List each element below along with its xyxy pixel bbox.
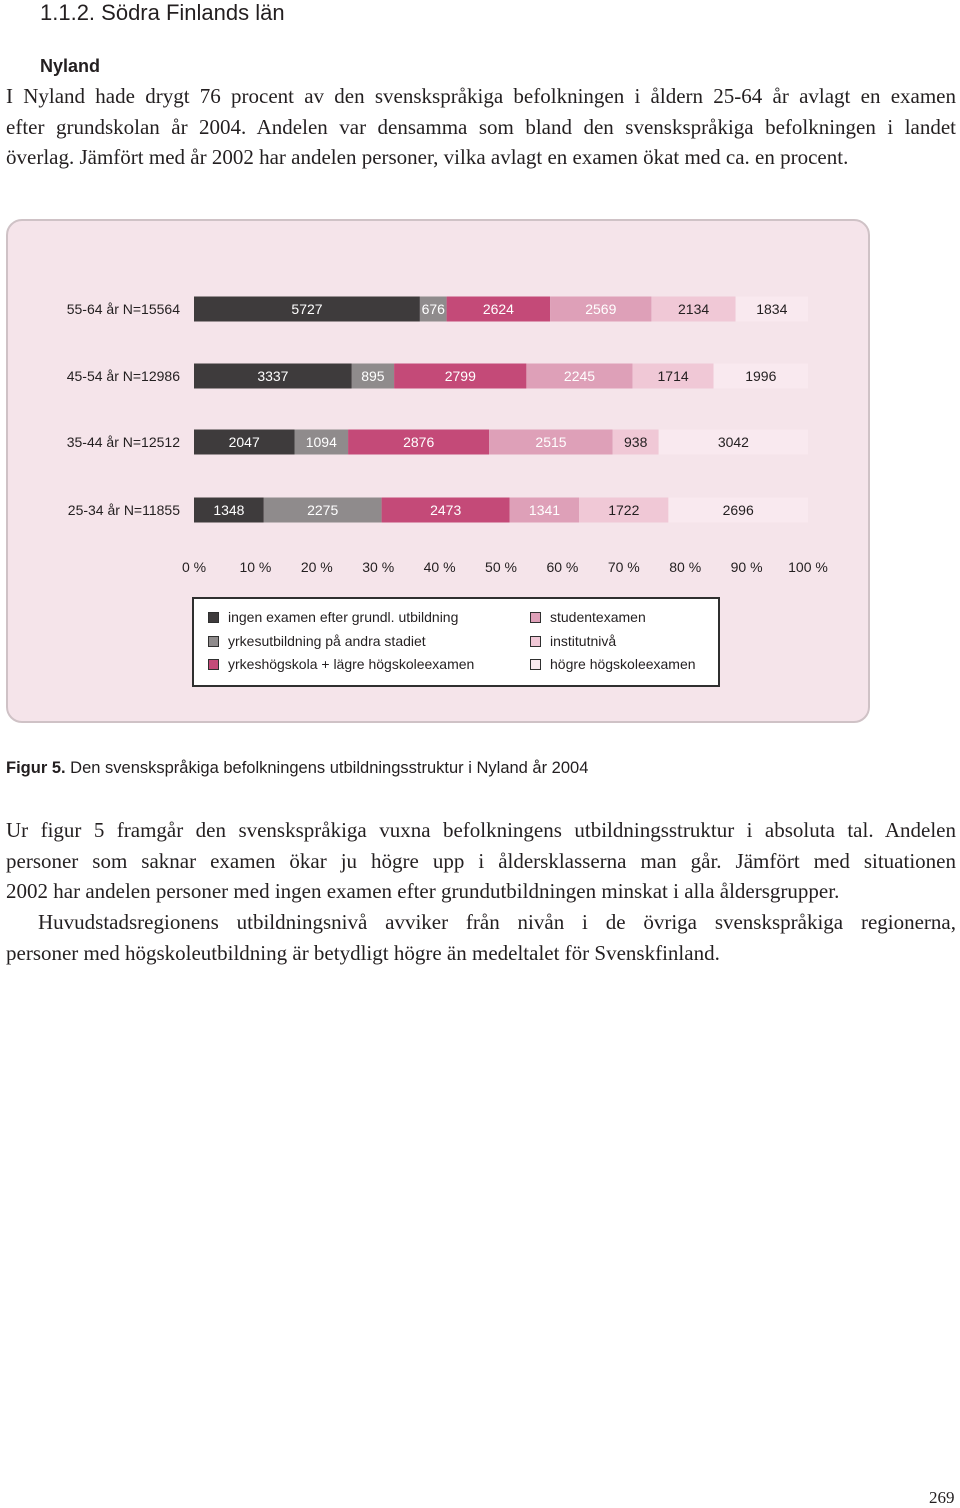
data-label: 2047	[228, 434, 260, 450]
legend-item	[208, 655, 474, 673]
chart-legend	[192, 597, 720, 687]
figure-caption	[6, 759, 588, 778]
x-tick-label: 30 %	[362, 559, 395, 575]
category-label: 55-64 år N=15564	[66, 301, 180, 317]
x-tick-label: 90 %	[730, 559, 763, 575]
legend-label: institutnivå	[550, 633, 617, 649]
legend-swatch	[208, 659, 219, 670]
data-label: 676	[421, 301, 445, 317]
section-heading: 1.1.2. Södra Finlands län	[40, 0, 285, 25]
legend-item	[530, 655, 696, 673]
x-tick-label: 0 %	[181, 559, 207, 575]
legend-item	[530, 632, 616, 650]
page-number: 269	[929, 1488, 955, 1507]
legend-label: yrkeshögskola + lägre högskoleexamen	[228, 656, 475, 672]
data-label: 1094	[305, 434, 337, 450]
data-label: 1341	[528, 502, 561, 518]
body-paragraph	[6, 815, 956, 907]
body-line: Ur figur 5 framgår den svenskspråkiga vuxna befolkningens utbildningsstruktur i absoluta tal. Andelen	[6, 818, 956, 842]
body-line: Huvudstadsregionens utbildningsnivå avviker från nivån i de övriga svenskspråkiga regionerna,	[38, 910, 956, 934]
x-tick-label: 100 %	[788, 559, 828, 575]
x-tick-label: 10 %	[239, 559, 272, 575]
x-tick-label: 70 %	[607, 559, 640, 575]
body-line: 2002 har andelen personer med ingen examen efter grundutbildningen minskat i alla åldersgrupper.	[6, 879, 840, 904]
data-label: 5727	[291, 301, 323, 317]
data-label: 2624	[482, 301, 514, 317]
data-label: 1834	[756, 301, 788, 317]
data-label: 1714	[657, 368, 689, 384]
legend-label: ingen examen efter grundl. utbildning	[228, 609, 459, 625]
data-label: 3337	[257, 368, 289, 384]
legend-swatch	[530, 636, 541, 647]
x-tick-label: 60 %	[546, 559, 579, 575]
category-label: 25-34 år N=11855	[67, 502, 180, 518]
legend-label: yrkesutbildning på andra stadiet	[228, 633, 426, 649]
legend-item	[530, 608, 646, 626]
legend-swatch	[530, 612, 541, 623]
caption-label: Figur 5.	[6, 759, 66, 777]
data-label: 1722	[608, 502, 640, 518]
legend-swatch	[530, 659, 541, 670]
category-label: 45-54 år N=12986	[66, 368, 180, 384]
data-label: 1996	[745, 368, 777, 384]
legend-label: studentexamen	[550, 609, 646, 625]
legend-swatch	[208, 612, 219, 623]
data-label: 2473	[430, 502, 462, 518]
body-paragraph	[6, 907, 956, 968]
legend-swatch	[208, 636, 219, 647]
data-label: 2245	[563, 368, 596, 384]
data-label: 2515	[535, 434, 567, 450]
data-label: 3042	[717, 434, 749, 450]
legend-item	[208, 632, 426, 650]
intro-line: överlag. Jämfört med år 2002 har andelen personer, vilka avlagt en examen ökat med ca. en procent.	[6, 145, 849, 170]
data-label: 2876	[403, 434, 435, 450]
category-label: 35-44 år N=12512	[66, 434, 180, 450]
region-heading: Nyland	[40, 56, 101, 76]
intro-line: efter grundskolan år 2004. Andelen var densamma som bland den svenskspråkiga befolkningen i landet	[6, 114, 956, 139]
legend-item	[208, 608, 458, 626]
x-tick-label: 50 %	[485, 559, 517, 575]
legend-label: högre högskoleexamen	[550, 656, 696, 672]
data-label: 895	[361, 368, 385, 384]
body-line: personer med högskoleutbildning är betydligt högre än medeltalet för Svenskfinland.	[6, 940, 720, 965]
x-tick-label: 80 %	[669, 559, 702, 575]
x-tick-label: 20 %	[300, 559, 333, 575]
data-label: 1348	[213, 502, 245, 518]
caption-text: Den svenskspråkiga befolkningens utbildningsstruktur i Nyland år 2004	[65, 759, 589, 777]
data-label: 2134	[678, 301, 710, 317]
data-label: 2696	[722, 502, 754, 518]
data-label: 2569	[585, 301, 617, 317]
x-tick-label: 40 %	[423, 559, 456, 575]
data-label: 2275	[307, 502, 339, 518]
data-label: 2799	[444, 368, 476, 384]
body-line: personer som saknar examen ökar ju högre upp i åldersklasserna man går. Jämfört med situationen	[6, 848, 956, 873]
data-label: 938	[624, 434, 648, 450]
intro-line: I Nyland hade drygt 76 procent av den svenskspråkiga befolkningen i åldern 25-64 år avlagt en examen	[6, 84, 956, 108]
